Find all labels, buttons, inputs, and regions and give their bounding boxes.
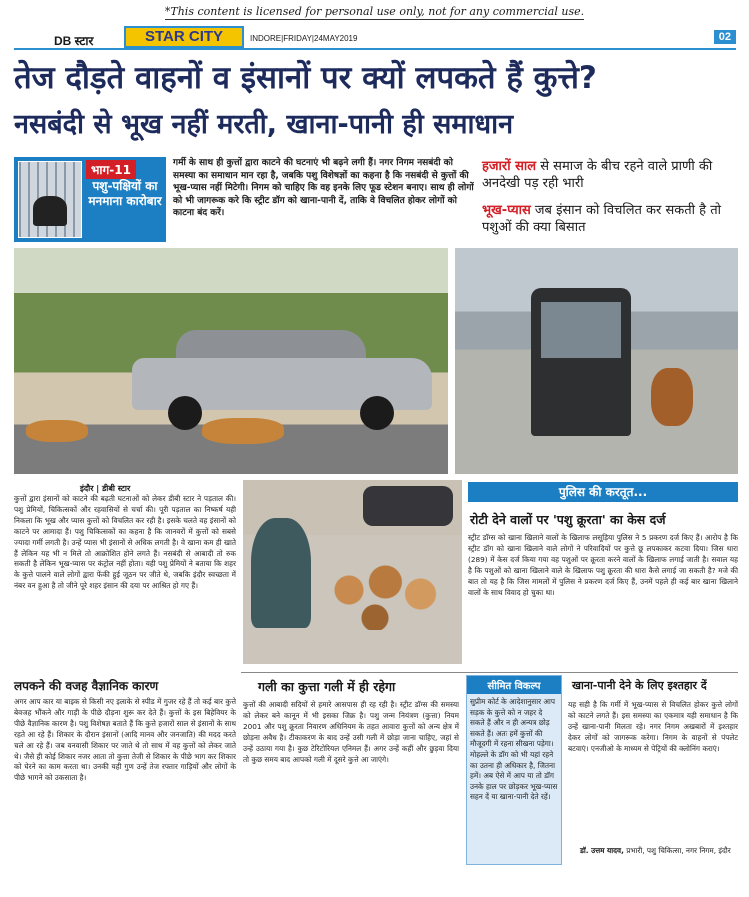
dog-shape — [202, 418, 284, 444]
police-headline: रोटी देने वालों पर 'पशु क्रूरता' का केस दर्ज — [470, 512, 666, 527]
teaser-1-text: से समाज के बीच रहने वाले प्राणी की अनदेखी पड़ रही भारी — [482, 159, 713, 191]
issue-dateline: INDORE|FRIDAY|24MAY2019 — [250, 34, 358, 43]
teaser-1 — [482, 158, 738, 192]
section-heading-scientific-reason: लपकने की वजह वैज्ञानिक कारण — [14, 679, 159, 693]
caged-dog-image — [18, 161, 82, 238]
license-notice: *This content is licensed for personal use only, not for any commercial use. — [164, 5, 585, 18]
motorbike-shape — [363, 486, 453, 526]
series-part-tag: भाग-11 — [86, 160, 136, 179]
rickshaw-shape — [531, 288, 631, 436]
woman-shape — [251, 518, 311, 628]
series-title: पशु-पक्षियों का मनमाना कारोबार — [88, 179, 162, 208]
police-section-bar: पुलिस की करतूत... — [468, 482, 738, 502]
teaser-2-highlight: भूख-प्यास — [482, 203, 531, 218]
db-star-logo: DB स्टार — [54, 34, 94, 48]
limited-options-box — [466, 675, 562, 865]
page-headline: तेज दौड़ते वाहनों व इंसानों पर क्यों लपकते हैं कुत्ते? — [14, 60, 597, 96]
article-body-3: कुत्तों की आबादी सदियों से हमारे आसपास ही रह रही है। स्ट्रीट डॉग्स की समस्या को लेकर बने कानून में भी इसका जिक्र है। पशु जन्म नियंत्रण (कुत्ता) नियम 2001 और पशु क्रूरता निवारण अधिनियम के तहत आवारा कुत्तों को अन्य क्षेत्र में छोड़ना अवैध है। टीकाकरण के बाद उन्हें उसी गली में छोड़ा जाना चाहिए, जहां से उन्हें उठाया गया है। कुछ टेरिटोरियल एनिमल हैं। अगर उन्हें कहीं और छुड़वा दिया तो कुछ समय बाद आपको गली में दूसरे कुत्ते आ जाएंगे। — [243, 700, 459, 764]
teaser-2-text: जब इंसान को विचलित कर सकती है तो पशुओं की क्या बिसात — [482, 203, 721, 235]
teaser-1-highlight: हजारों साल — [482, 159, 537, 174]
expert-signoff — [580, 846, 738, 856]
sidebox-body: सुप्रीम कोर्ट के आदेशानुसार आप सड़क के कुत्ते को न जहर दे सकते हैं और न ही अन्यत्र छोड़ सकते हैं। अतः हमें कुत्तों की मौजूदगी में रहना सीखना पड़ेगा। मोहल्ले के डॉग को भी यहां रहने का उतना ही अधिकार है, जितना हमें। अब ऐसे में आप या तो डॉग उनके हाल पर छोड़कर भूख-प्यास सहन दें या खाना-पानी देते रहें। — [470, 697, 558, 802]
section-divider — [241, 672, 738, 673]
sidebox-heading: सीमित विकल्प — [467, 676, 561, 694]
article-dateline: इंदौर | डीबी स्टार — [80, 484, 131, 493]
expert-name: डॉ. उत्तम यादव, — [580, 846, 624, 855]
star-city-label: STAR CITY — [124, 26, 244, 48]
teaser-2 — [482, 202, 738, 236]
section-heading-street-dog: गली का कुत्ता गली में ही रहेगा — [258, 679, 396, 694]
section-heading-advertise: खाना-पानी देने के लिए इश्तहार दें — [572, 679, 707, 692]
page-number: 02 — [714, 30, 736, 44]
intro-paragraph: गर्मी के साथ ही कुत्तों द्वारा काटने की घटनाएं भी बढ़ने लगी हैं। नगर निगम नसबंदी को समस्या का समाधान मान रहा है, जबकि पशु विशेषज्ञों का कहना है कि नसबंदी से कुत्तों की भूख-प्यास नहीं मिटेगी। निगम को चाहिए कि वह इनके लिए फूड स्टेशन बनाए। साथ ही लोगों को भी जागरूक करे कि स्ट्रीट डॉग को खाना-पानी दें, ताकि वे विचलित होकर लोगों को काटना बंद करें। — [173, 158, 474, 218]
photo-dogs-chasing-car — [14, 248, 448, 474]
series-box — [14, 157, 166, 242]
dog-shape — [26, 420, 88, 442]
dogs-group-shape — [323, 550, 453, 630]
photo-woman-feeding-dogs — [243, 480, 462, 664]
article-body-4: यह सही है कि गर्मी में भूख-प्यास से विचलित होकर कुत्ते लोगों को काटने लगते हैं। इस समस्या का एकमात्र यही समाधान है कि उन्हें खाना-पानी मिलता रहे। नगर निगम अखबारों में इश्तहार देकर लोगों को जागरूक करेगा। निगम के वाहनों से पंपलेट बटवाएं। एनजीओ के माध्यम से पेट्रियों की क्लोनिंग कराएं। — [568, 700, 738, 753]
photo-dog-chasing-rickshaw — [455, 248, 738, 474]
police-body: स्ट्रीट डॉग्स को खाना खिलाने वालों के खिलाफ लसूड़िया पुलिस ने 5 प्रकरण दर्ज किए हैं। आरोप है कि स्ट्रीट डॉग को खाना खिलाने वाले लोगों ने परिवादियों पर कुत्ते छू लपकाकर कटवा दिया। जिस धारा (289) में केस दर्ज किया गया वह पशुओं पर क्रूरता करने वालों के खिलाफ लगाई जाती है। सवाल यह है कि पशुओं को खाना खिलाने वाले के खिलाफ पशु क्रूरता की धारा कैसे लगाई जा सकती है? मजे की बात तो यह है कि जिस मामलों में पुलिस ने प्रकरण दर्ज किए हैं, उनमें पहले ही कई बार खाना खिलाने वालों के साथ विवाद हो चुका था। — [468, 533, 738, 597]
article-body: कुत्तों द्वारा इंसानों को काटने की बढ़ती घटनाओं को लेकर डीबी स्टार ने पड़ताल की। पशु प्रेमियों, चिकित्सकों और रहवासियों से चर्चा की। पूरी पड़ताल का निष्कर्ष यही निकला कि भूख और प्यास कुत्तों को विचलित कर रही है। इसके चलते वह इंसानों को काटने पर आमादा हैं। पशु चिकित्सकों का कहना है कि जानवरों में कुत्तों को सबसे ज्यादा गर्मी लगती है। उन्हें प्यास भी इंसानों से अधिक लगती है। वे खाना कम ही खाते हैं लेकिन यह भी न मिले तो आक्रोशित होने लगते हैं। नसबंदी से आबादी तो रुक सकती है लेकिन भूख-प्यास पर कंट्रोल नहीं होता। यही पशु प्रेमियों ने बताया कि शहर के कुत्ते पालने वाले लोगों द्वारा फेंकी हुई जूठन पर जीते थे, जबकि इंदौर स्वच्छता में नंबर वन हुआ है तो जीने पूरे शहर इंसान की दया पर आश्रित हो गए हैं। — [14, 494, 236, 591]
dog-shape — [651, 368, 693, 426]
page-subheadline: नसबंदी से भूख नहीं मरती, खाना-पानी ही समाधान — [14, 109, 514, 140]
masthead — [14, 24, 736, 50]
car-shape — [132, 330, 432, 430]
expert-role: प्रभारी, पशु चिकित्सा, नगर निगम, इंदौर — [626, 846, 731, 855]
article-body-2: अगर आप कार या बाइक से किसी नए इलाके से स्पीड में गुजर रहे हैं तो कई बार कुत्ते बेवजह भौंकने और गाड़ी के पीछे दौड़ना शुरू कर देते हैं। कुत्तों के इस बिहेवियर के पीछे वैज्ञानिक कारण है। पशु विशेषज्ञ बताते हैं कि कुत्ते हजारों साल से इंसानों के साथ रहते आ रहे हैं। शिकार के दौरान इंसानों (आदि मानव और जनजाति) की मदद करते चले आ रहे हैं। जब वनवासी शिकार पर जाते थे तो साथ में वह कुत्तों को लेकर जाते थे। जैसे ही कोई शिकार नजर आता तो कुत्ता तेजी से शिकार के पीछे भाग कर शिकार को घेरने का काम करता था। उनकी यही गुण उन्हें तेज रफ्तार गाड़ियों और लोगों के पीछे भागने को उकसाता है। — [14, 697, 236, 783]
